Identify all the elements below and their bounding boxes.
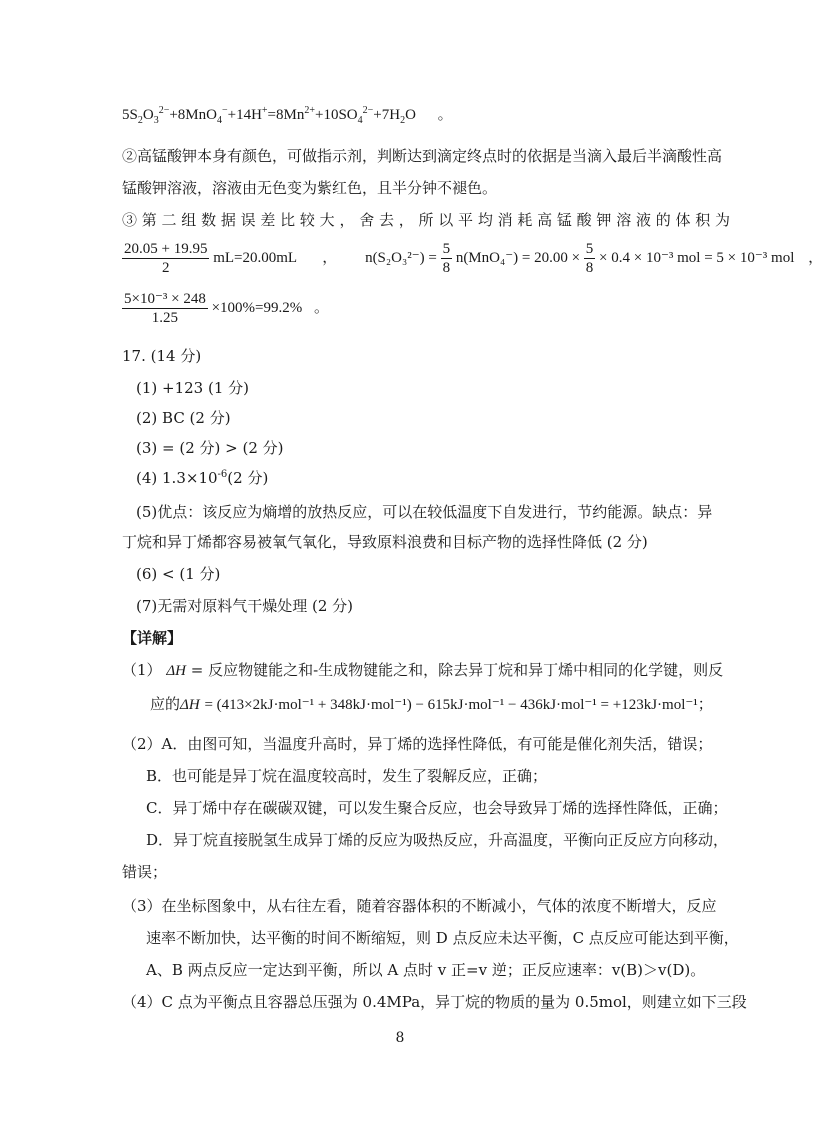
detail-line: （3）在坐标图象中，从右往左看，随着容器体积的不断减小，气体的浓度不断增大，反应	[122, 897, 717, 915]
detail-line: （2）A．由图可知，当温度升高时，异丁烯的选择性降低，有可能是催化剂失活，错误；	[122, 735, 713, 753]
detail-line: （1） ΔH = 反应物键能之和-生成物键能之和，除去异丁烷和异丁烯中相同的化学键，则反	[122, 661, 724, 679]
purity-calc: $\frac{\text{5×10⁻³ × 248}}{1.25}$ ×100%=99.2% 。	[124, 291, 330, 327]
text-line: ②高锰酸钾本身有颜色，可做指示剂，判断达到滴定终点时的依据是当滴入最后半滴酸性高	[122, 147, 723, 165]
answer-line: (6) < (1 分)	[136, 565, 221, 583]
ionic-equation: $5S_2O_3^{2-}+8MnO_4^-+14H^+=8Mn^{2+}+10SO_4^{2-}+7H_2O$ 。	[122, 105, 453, 126]
answer-line: (4) $1.3\times 10^{-6}(2$ 分)	[136, 469, 269, 487]
detail-line: 应的ΔH = (413×2kJ·mol⁻¹ + 348kJ·mol⁻¹) − 615kJ·mol⁻¹ − 436kJ·mol⁻¹ = +123kJ·mol⁻¹；	[150, 695, 713, 713]
volume-fraction: $\frac{20.05 + 19.95}{2}$	[124, 241, 208, 277]
purity-fraction: $\frac{\text{5×10⁻³ × 248}}{1.25}$	[124, 291, 206, 327]
page-number: 8	[395, 1030, 405, 1046]
question-heading: 17. (14 分)	[122, 347, 202, 365]
ratio-fraction: $\frac{5}{8}$	[442, 241, 451, 277]
detail-line: （4）C 点为平衡点且容器总压强为 0.4MPa，异丁烷的物质的量为 0.5mol，则建立如下三段	[122, 993, 747, 1011]
detail-line: B．也可能是异丁烷在温度较高时，发生了裂解反应，正确；	[146, 767, 548, 785]
detail-line: A、B 两点反应一定达到平衡，所以 A 点时 v 正=v 逆；正反应速率：v(B)＞v(D)。	[146, 961, 706, 979]
answer-line: (7)无需对原料气干燥处理 (2 分)	[136, 597, 354, 615]
answer-line: (1) +123 (1 分)	[136, 379, 249, 397]
detail-line: D．异丁烷直接脱氢生成异丁烯的反应为吸热反应，升高温度，平衡向正反应方向移动，	[146, 831, 729, 849]
volume-calc: $\frac{20.05 + 19.95}{2}$ mL=20.00mL ， n(S₂O₃²⁻) = $\frac{5}{8}$ n(MnO₄⁻) = 20.00 × $\frac{5}{8}$ × 0.4 × 10⁻³ mol = 5 × 10⁻³ mol ，	[124, 241, 823, 277]
answer-line: (2) BC (2 分)	[136, 409, 231, 427]
text-line: ③ 第 二 组 数 据 误 差 比 较 大 ， 舍 去 ， 所 以 平 均 消 耗 高 锰 酸 钾 溶 液 的 体 积 为	[122, 211, 731, 229]
answer-line: 丁烷和异丁烯都容易被氧气氧化，导致原料浪费和目标产物的选择性降低 (2 分)	[122, 533, 648, 551]
text-line: 锰酸钾溶液，溶液由无色变为紫红色，且半分钟不褪色。	[122, 179, 498, 197]
detail-line: 错误；	[122, 863, 168, 881]
answer-line: (5)优点：该反应为熵增的放热反应，可以在较低温度下自发进行，节约能源。缺点：异	[136, 503, 713, 521]
detail-line: 速率不断加快，达平衡的时间不断缩短，则 D 点反应未达平衡，C 点反应可能达到平衡，	[146, 929, 739, 947]
answer-line: (3) = (2 分) > (2 分)	[136, 439, 284, 457]
ratio-fraction: $\frac{5}{8}$	[585, 241, 594, 277]
detail-heading: 【详解】	[122, 629, 183, 647]
detail-line: C．异丁烯中存在碳碳双键，可以发生聚合反应，也会导致异丁烯的选择性降低，正确；	[146, 799, 728, 817]
